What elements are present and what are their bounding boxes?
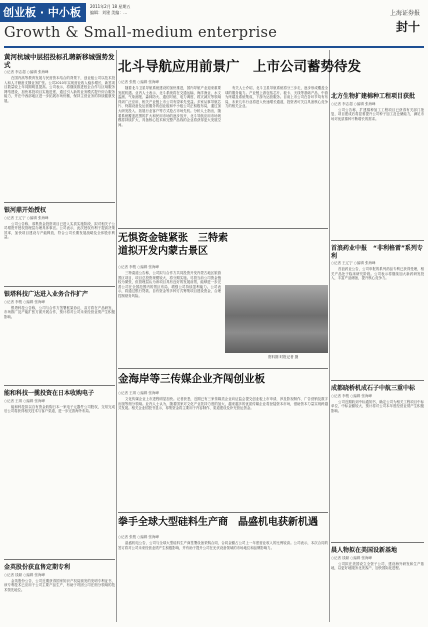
divider bbox=[118, 512, 328, 513]
divider bbox=[331, 380, 424, 381]
lead-body-col2 bbox=[225, 86, 328, 226]
article-headline: 银塔科技广达进入业务合作扩产 bbox=[4, 291, 89, 298]
masthead bbox=[0, 0, 428, 56]
news-photo bbox=[225, 285, 328, 353]
sub-headline-box bbox=[118, 516, 328, 534]
lead-byline-box bbox=[118, 80, 328, 85]
article-body: 金英股份公告，公司近期获得国家知识产权局颁发的发明专利证书，该专利技术已应用于公司主要产品生产，有助于巩固公司在细分领域的技术领先地位。 bbox=[4, 578, 115, 592]
lead-body-col1 bbox=[118, 86, 221, 226]
lead-byline: ○记者 张骏 ○编辑 张海峰 bbox=[118, 80, 159, 84]
paper-name: 上海证券报 bbox=[389, 10, 420, 17]
sub-article-body bbox=[118, 535, 328, 621]
page-number: 封十 bbox=[395, 20, 420, 34]
masthead-rule bbox=[4, 46, 424, 48]
article-body: 文化传媒企业上市进程明显加快。记者获悉，近期已有三家传媒类企业向证监会提交创业板上市申请，涉及影视制作、广告营销及数字出版等细分领域。业内人士认为，随着国家对文化产业扶持力度的加大，越来越多的优质传媒企业将登陆资本市场，借助资本力量实现跨越式发展。相关企业招股书显示，募集资金将主要用于内容制作、渠道建设及补充营运资金。 bbox=[118, 397, 328, 411]
section-title: 创业板 · 中小板 bbox=[3, 6, 81, 19]
article-byline: ○记者 李志超 ○编辑 张海峰 bbox=[331, 101, 376, 106]
article-body: 在国内高等教育发展与民营资本结合的背景下，创业板公司以技术投入和人才储备支撑业务扩张。公司2010年实现营业收入稳步增长，新签项目数量较上年同期明显提高。公司表示，将继续推进校企合作与区域服务网络建设，加快募投项目实施进度，通过引入新的业务模式提升综合服务能力，并在中西部地区进一步拓展市场份额，保持主营业务的持续健康发展。 bbox=[4, 76, 115, 103]
sub-headline-box bbox=[118, 372, 328, 390]
article-body: 公司近期收到中标通知书，确定公司为相关工程项目中标单位，中标金额较大，预计将对公司本年度经营业绩产生积极影响。 bbox=[331, 399, 424, 413]
article-byline: ○记者 钱颖 ○编辑 张海峰 bbox=[331, 555, 372, 560]
lead-body: 随着北斗卫星导航系统建设的加快推进，国内导航产业迎来重要发展机遇。业内人士表示，北斗系统将在交通运输、海洋渔业、水文监测、气象测报、森林防火、通信时统、电力调度、救灾减灾等领域得到广泛应用，相关产业链上市公司有望率先受益。多家从事导航芯片、终端设备及运营服务的创业板和中小板公司正积极布局，通过加大研发投入、拓展行业客户等方式抢占市场先机。分析人士指出，随着系统覆盖范围的扩大和民用市场的逐步放开，北斗导航应用市场规模将持续扩大，具备核心技术和完整产品线的企业将获得更大发展空间。 bbox=[118, 86, 221, 127]
divider bbox=[118, 368, 328, 369]
article-byline: ○记者 王辽宁 ○编辑 张海峰 bbox=[331, 261, 376, 265]
article-left-4 bbox=[4, 387, 115, 557]
divider bbox=[4, 202, 115, 203]
divider bbox=[331, 542, 424, 543]
sub-headline: 拳手全球大型硅料生产商 晶盛机电获新机遇 bbox=[118, 517, 318, 528]
article-headline: 北方生物扩建棉种工程项目获批 bbox=[331, 93, 416, 100]
article-body: 晶盛机电公告，公司与全球大型硅料生产商签署设备采购合同，合同金额占公司上一年度营业收入的比例较高。公司表示，本次合同的签订将对公司未来经营业绩产生积极影响，并有助于提升公司在光伏设备领域的市场地位和品牌影响力。 bbox=[118, 541, 328, 550]
article-byline: ○记者 李骏 ○编辑 张海峰 bbox=[118, 265, 159, 269]
divider bbox=[4, 559, 115, 560]
article-byline: ○记者 李志超 ○编辑 张海峰 bbox=[4, 70, 49, 74]
article-byline: ○记者 王辽宁 ○编辑 张海峰 bbox=[4, 215, 49, 220]
article-byline: ○记者 王琪 ○编辑 张海峰 bbox=[118, 391, 159, 395]
article-headline: 首浪药业中报 “非利格雷”系列专利 bbox=[331, 245, 423, 260]
article-left-5 bbox=[4, 561, 115, 621]
article-left-1 bbox=[4, 50, 115, 200]
article-left-3 bbox=[4, 288, 115, 383]
right-column bbox=[331, 50, 424, 622]
divider bbox=[331, 240, 424, 241]
sub-headline-box bbox=[118, 232, 228, 264]
article-byline: ○记者 王琪 ○编辑 张海峰 bbox=[4, 398, 45, 403]
column-divider bbox=[329, 50, 330, 622]
article-left-2 bbox=[4, 204, 115, 284]
lead-body: 有关人士介绍，北斗卫星导航系统将分三步走，逐步形成覆盖全球的服务能力。产业链上游包括芯片、板卡、天线等基础产品，中游为终端及系统集成，下游为运营服务。目前上市公司在各环节均有布局，未来几年行业将进入快速增长通道，投资者可关注具备核心竞争力的相关企业。 bbox=[225, 86, 328, 109]
article-byline: ○记者 张骏 ○编辑 张海峰 bbox=[118, 535, 159, 539]
section-title-en: Growth & Small-medium enterprise bbox=[4, 25, 278, 41]
article-body: 公司拟在美国设立全资子公司，建设海外研发和生产基地，以更好地服务北美客户，加快国际化进程。 bbox=[331, 561, 424, 571]
sub-headline: 金海岸等三传媒企业齐闯创业板 bbox=[118, 373, 265, 385]
meta-line: 2011年2月 18 星期五 bbox=[90, 4, 131, 9]
article-body: 首浪药业公告，公司申报的系列药品专利已获得受理，相关产品处于临床研究阶段。公司表示将继续加大新药研发投入，丰富产品储备，提升核心竞争力。 bbox=[331, 267, 424, 281]
article-right-3 bbox=[331, 382, 424, 522]
lead-headline-box bbox=[118, 58, 361, 80]
sub-article-body bbox=[118, 265, 221, 365]
article-byline: ○记者 李骏 ○编辑 张海峰 bbox=[4, 299, 45, 304]
article-right-4 bbox=[331, 544, 424, 620]
article-right-1 bbox=[331, 90, 424, 180]
masthead-meta bbox=[90, 4, 180, 15]
sub-article-body bbox=[118, 391, 328, 511]
divider bbox=[118, 228, 328, 229]
photo-caption: 资料图 时报记者 摄 bbox=[268, 355, 299, 359]
article-headline: 银河鼎开始授权 bbox=[4, 207, 47, 214]
article-body: 三特索道公告称，公司拟与合作方共同投资开发内蒙古地区旅游景区项目，项目总投资规模较大，将分期实施。尽管当前公司资金链较为紧张，但管理层认为该项目具有良好的发展前景，能够进一步完善公司在全国范围内的景区布局，增强公司持续盈利能力。公司表示，将通过银行贷款、自有资金等多种方式筹集项目建设资金，合理控制财务风险。 bbox=[118, 271, 221, 298]
article-body: 银塔科技公告称，公司与合作方签署框架协议，双方将在产品研发、市场推广及产能扩张方面开展合作，预计将对公司未来经营业绩产生积极影响。 bbox=[4, 305, 115, 319]
article-headline: 成都晓桥机成石子中航三重中标 bbox=[331, 385, 416, 392]
article-right-2 bbox=[331, 242, 424, 362]
article-headline: 晨人物拟在美国设新基地 bbox=[331, 547, 398, 554]
article-byline: ○记者 李骏 ○编辑 张海峰 bbox=[331, 393, 372, 398]
article-headline: 金英股份获直售定期专利 bbox=[4, 564, 71, 571]
divider bbox=[4, 385, 115, 386]
article-body: 公司公告称，扩建棉种加工工程项目已获得有关部门批复，项目建成后将显著提升公司种子加工及仓储能力，满足市场对优质棉种不断增长的需求。 bbox=[331, 107, 424, 121]
lead-headline: 北斗导航应用前景广 上市公司蓄势待发 bbox=[118, 59, 361, 75]
left-column bbox=[4, 50, 115, 622]
article-body: 公司公告称，募集资金投资项目已进入实质实施阶段，拟对相关子公司增资并授权管理层办理具体事宜。公司表示，此次授权有利于提高决策效率，加快项目建设与产能释放，符合公司长期发展战略及全体股东利益。 bbox=[4, 221, 115, 240]
article-headline: 能和科技一揽投资在日本收购电子 bbox=[4, 390, 95, 397]
article-headline: 黄河杭城中层招投标孔聘新移城强势发式 bbox=[4, 53, 115, 69]
column-divider bbox=[116, 50, 117, 622]
article-body: 能和科技拟以自有资金收购日本一家电子元器件公司股权，交易完成后公司将获得相关技术与客户渠道，进一步完善海外布局。 bbox=[4, 404, 115, 414]
meta-line: 编辑：刘建 美编：… bbox=[90, 9, 128, 15]
article-byline: ○记者 钱颖 ○编辑 张海峰 bbox=[4, 572, 45, 577]
sub-headline: 无惧资金链紧张 三特索道拟开发内蒙古景区 bbox=[118, 233, 228, 257]
divider bbox=[4, 286, 115, 287]
